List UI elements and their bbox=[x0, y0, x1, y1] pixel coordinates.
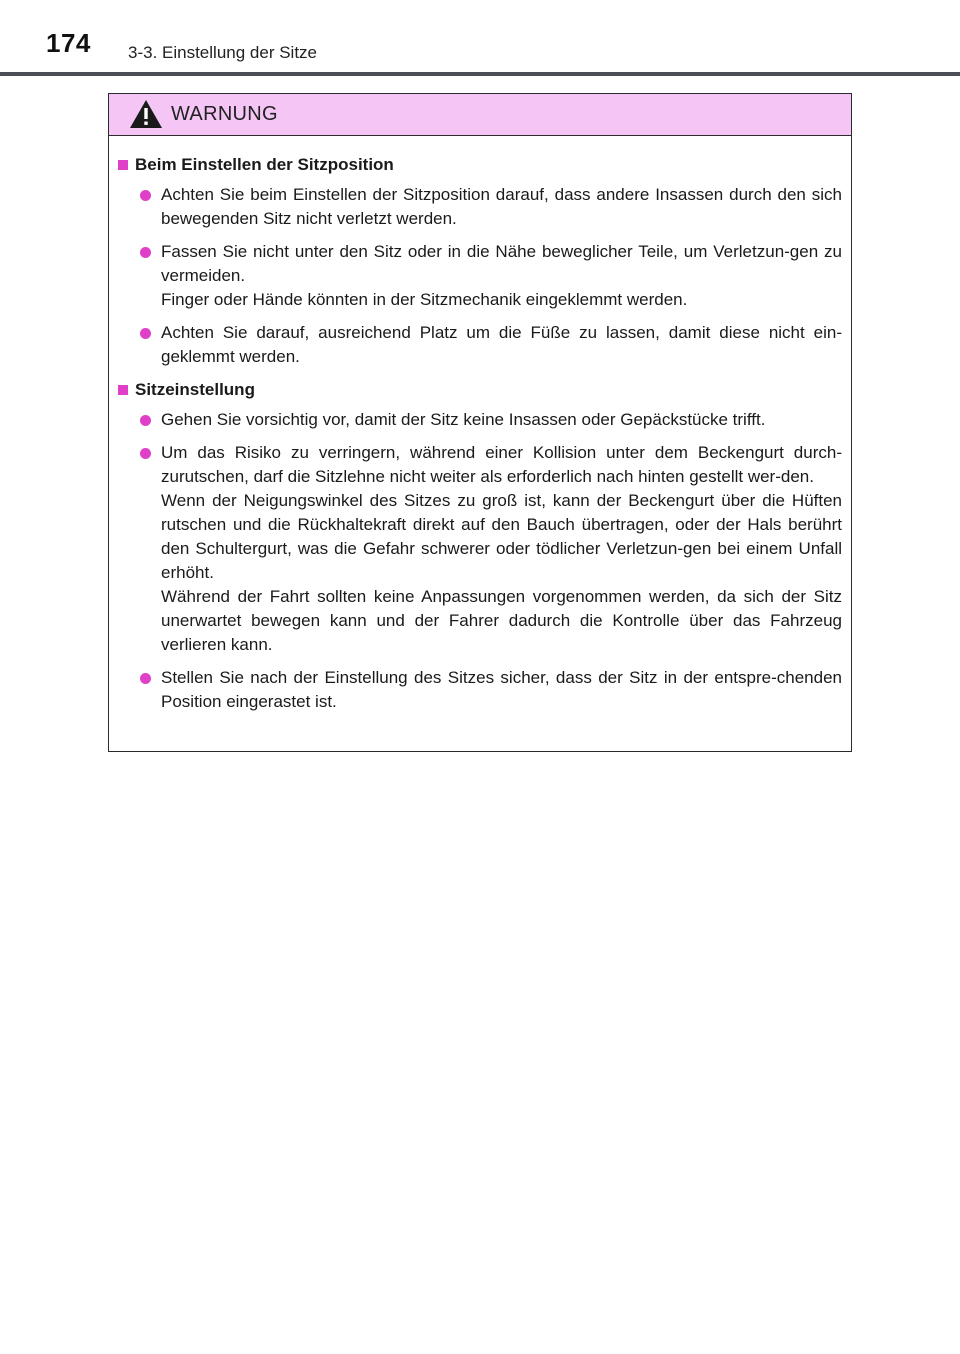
circle-bullet-icon bbox=[140, 328, 151, 339]
list-item bbox=[114, 408, 842, 432]
bullet-text bbox=[161, 441, 842, 657]
square-bullet-icon bbox=[118, 385, 128, 395]
circle-bullet-icon bbox=[140, 415, 151, 426]
warning-body bbox=[109, 136, 851, 714]
warning-triangle-icon bbox=[129, 99, 163, 129]
section-heading-text: Sitzeinstellung bbox=[135, 380, 255, 399]
circle-bullet-icon bbox=[140, 190, 151, 201]
list-item bbox=[114, 441, 842, 657]
paragraph: Um das Risiko zu verringern, während einer Kollision unter dem Beckengurt durch-zurutschen, darf die Sitzlehne nicht weiter als erforderlich nach hinten gestellt wer-den. bbox=[161, 443, 842, 486]
list-item bbox=[114, 240, 842, 312]
warning-box bbox=[108, 93, 852, 752]
paragraph: Achten Sie beim Einstellen der Sitzposition darauf, dass andere Insassen durch den sich bewegenden Sitz nicht verletzt werden. bbox=[161, 185, 842, 228]
paragraph: Während der Fahrt sollten keine Anpassungen vorgenommen werden, da sich der Sitz unerwartet bewegen kann und der Fahrer dadurch die Kontrolle über das Fahrzeug verlieren kann. bbox=[161, 587, 842, 654]
warning-header bbox=[109, 94, 851, 136]
list-item bbox=[114, 321, 842, 369]
section-heading bbox=[114, 378, 842, 402]
page-header bbox=[0, 0, 960, 78]
bullet-text bbox=[161, 321, 842, 369]
paragraph: Wenn der Neigungswinkel des Sitzes zu groß ist, kann der Beckengurt über die Hüften rutschen und die Rückhaltekraft direkt auf den Bauch übertragen, oder der Hals berührt den Schultergurt, was die Gefahr schwerer oder tödlicher Verletzun-gen bei einem Unfall erhöht. bbox=[161, 491, 842, 582]
header-rule bbox=[0, 72, 960, 76]
circle-bullet-icon bbox=[140, 247, 151, 258]
list-item bbox=[114, 183, 842, 231]
circle-bullet-icon bbox=[140, 673, 151, 684]
list-item bbox=[114, 666, 842, 714]
paragraph: Fassen Sie nicht unter den Sitz oder in die Nähe beweglicher Teile, um Verletzun-gen zu vermeiden. bbox=[161, 242, 842, 285]
warning-title: WARNUNG bbox=[171, 103, 278, 125]
bullet-text bbox=[161, 183, 842, 231]
section-heading-text: Beim Einstellen der Sitzposition bbox=[135, 155, 394, 174]
paragraph: Achten Sie darauf, ausreichend Platz um die Füße zu lassen, damit diese nicht ein-geklemmt werden. bbox=[161, 323, 842, 366]
square-bullet-icon bbox=[118, 160, 128, 170]
section-title: 3-3. Einstellung der Sitze bbox=[128, 43, 317, 62]
paragraph: Finger oder Hände könnten in der Sitzmechanik eingeklemmt werden. bbox=[161, 290, 688, 309]
bullet-text bbox=[161, 666, 842, 714]
paragraph: Gehen Sie vorsichtig vor, damit der Sitz keine Insassen oder Gepäckstücke trifft. bbox=[161, 410, 766, 429]
section-heading bbox=[114, 153, 842, 177]
circle-bullet-icon bbox=[140, 448, 151, 459]
page-number: 174 bbox=[46, 28, 91, 58]
bullet-text bbox=[161, 408, 842, 432]
paragraph: Stellen Sie nach der Einstellung des Sitzes sicher, dass der Sitz in der entspre-chenden Position eingerastet ist. bbox=[161, 668, 842, 711]
bullet-text bbox=[161, 240, 842, 312]
